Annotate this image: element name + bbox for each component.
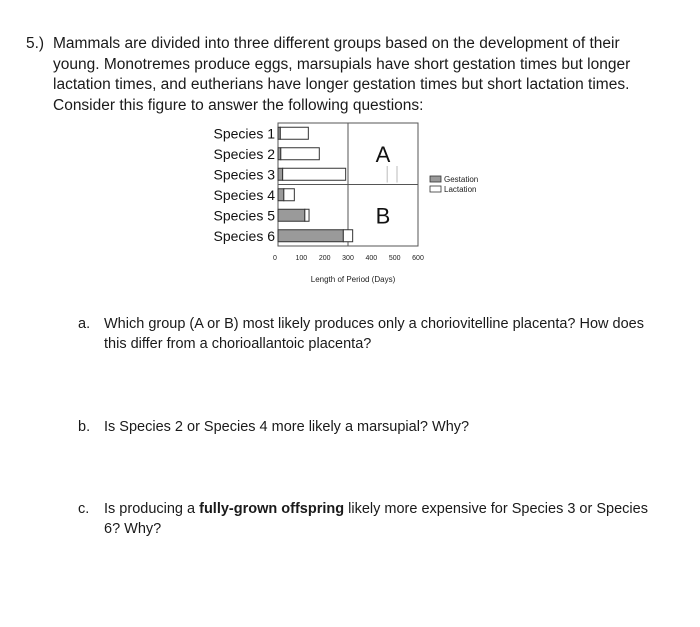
question-b bbox=[78, 417, 668, 437]
legend-label-gestation: Gestation bbox=[444, 175, 479, 184]
question-c-text bbox=[104, 499, 668, 539]
x-tick-label: 400 bbox=[365, 255, 378, 262]
x-tick-label: 100 bbox=[295, 255, 308, 262]
group-label-a: A bbox=[375, 141, 391, 167]
question-b-text: Is Species 2 or Species 4 more likely a marsupial? Why? bbox=[104, 419, 470, 435]
x-tick-label: 0 bbox=[273, 255, 277, 262]
category-label: Species 4 bbox=[213, 186, 275, 203]
bar-gestation-5 bbox=[278, 209, 305, 221]
gestation-lactation-chart bbox=[200, 118, 500, 293]
category-label: Species 3 bbox=[213, 166, 275, 183]
legend-label-lactation: Lactation bbox=[444, 185, 477, 194]
bar-gestation-4 bbox=[278, 189, 284, 201]
x-tick-label: 200 bbox=[318, 255, 331, 262]
group-label-b: B bbox=[375, 203, 391, 229]
x-tick-label: 500 bbox=[388, 255, 401, 262]
category-label: Species 1 bbox=[213, 125, 275, 142]
question-a bbox=[78, 314, 668, 354]
legend-swatch-lactation bbox=[430, 186, 441, 192]
question-c-letter: c. bbox=[78, 501, 90, 517]
question-c-text-bold: fully-grown offspring bbox=[199, 501, 345, 517]
x-tick-label: 300 bbox=[342, 255, 354, 262]
bar-lactation-5 bbox=[305, 209, 309, 221]
question-c-text-after: likely more expensive for Species 3 or Species 6? Why? bbox=[104, 501, 648, 537]
x-axis-label: Length of Period (Days) bbox=[310, 275, 396, 284]
question-a-text: Which group (A or B) most likely produces only a choriovitelline placenta? How does this differ from a chorioallantoic placenta? bbox=[104, 316, 644, 352]
bar-lactation-2 bbox=[281, 148, 320, 160]
bar-lactation-4 bbox=[284, 189, 295, 201]
question-c-text-before: Is producing a bbox=[104, 501, 200, 517]
x-tick-label: 600 bbox=[412, 255, 424, 262]
problem-intro-text: Mammals are divided into three different groups based on the development of their young. Monotremes produce eggs, marsupials have short gestation times but longer lactation times, and eutherians have longer gestation times but short lactation times. Consider this figure to answer the following questions: bbox=[53, 35, 631, 114]
question-a-letter: a. bbox=[78, 316, 91, 332]
chart-svg bbox=[200, 118, 500, 293]
problem-number: 5.) bbox=[26, 35, 45, 52]
problem-intro bbox=[26, 34, 666, 116]
legend-swatch-gestation bbox=[430, 176, 441, 182]
category-label: Species 6 bbox=[213, 227, 275, 244]
bar-gestation-6 bbox=[278, 230, 343, 242]
bar-lactation-1 bbox=[280, 127, 308, 139]
question-b-letter: b. bbox=[78, 419, 91, 435]
category-label: Species 5 bbox=[213, 207, 275, 224]
category-label: Species 2 bbox=[213, 145, 275, 162]
bar-lactation-3 bbox=[283, 168, 346, 180]
bar-lactation-6 bbox=[343, 230, 352, 242]
question-c bbox=[78, 499, 668, 539]
bar-gestation-3 bbox=[278, 168, 283, 180]
